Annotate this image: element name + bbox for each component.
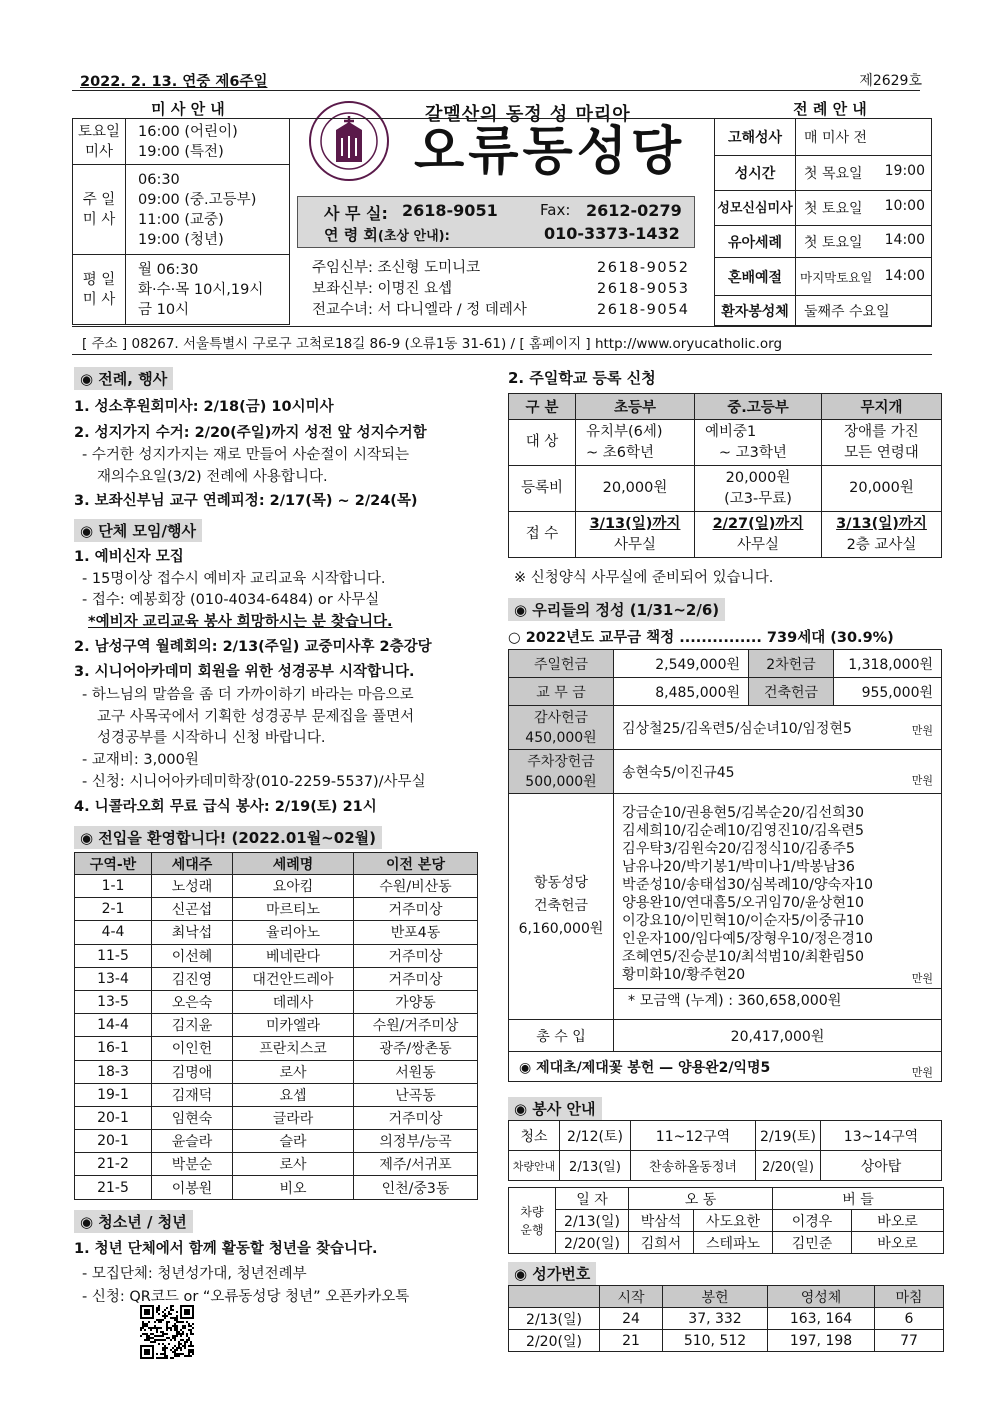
offering-table	[508, 649, 942, 1082]
building-donor-line: 남유나20/박기봉1/박미나1/박봉남36	[622, 858, 855, 875]
section-youth: ◉ 청소년 / 청년	[74, 1210, 193, 1233]
school-row-label: 접 수	[509, 512, 576, 558]
newcomer-baptism-name: 율리아노	[233, 921, 354, 944]
newcomer-district: 18-3	[75, 1060, 152, 1083]
newcomer-district: 16-1	[75, 1037, 152, 1060]
newcomer-head: 이봉원	[152, 1176, 233, 1199]
group-item: 성경공부를 시작하니 신청 바랍니다.	[97, 730, 326, 746]
fax-number: 2612-0279	[586, 201, 682, 220]
newcomer-head: 김명애	[152, 1060, 233, 1083]
car-driver-baptism: 사도요한	[694, 1210, 773, 1232]
newcomer-head: 노성래	[152, 875, 233, 898]
liturgy-title: 전 례 안 내	[793, 100, 867, 118]
mass-label-sat: 토요일 미사	[73, 119, 126, 165]
offering-label: 총 수 입	[509, 1020, 614, 1052]
car-driver: 이경우	[773, 1210, 852, 1232]
school-header: 무지개	[822, 394, 942, 420]
hymns-table	[508, 1285, 944, 1352]
school-header: 구 분	[509, 394, 576, 420]
newcomer-district: 21-5	[75, 1176, 152, 1199]
building-donor-line: 김세희10/김순례10/김영진10/김옥련5	[622, 822, 864, 839]
hymn-number: 510, 512	[663, 1330, 768, 1352]
newcomer-row	[75, 875, 478, 898]
car-table	[508, 1187, 944, 1254]
newcomer-row	[75, 967, 478, 990]
newcomer-baptism-name: 마르티노	[233, 898, 354, 921]
office-phone: 2618-9051	[402, 201, 498, 220]
car-driver-baptism: 바오로	[852, 1232, 944, 1254]
youth-item: 1. 청년 단체에서 함께 활동할 청년을 찾습니다.	[74, 1241, 378, 1257]
newcomer-row	[75, 1106, 478, 1129]
service-date: 2/20(일)	[756, 1151, 821, 1181]
school-cell: 장애를 가진 모든 연령대	[822, 420, 942, 466]
group-item: 3. 시니어아카데미 회원을 위한 성경공부 시작합니다.	[74, 664, 415, 680]
newcomer-district: 11-5	[75, 944, 152, 967]
service-value: 찬송하올동정녀	[631, 1151, 756, 1181]
group-item: 2. 남성구역 월례회의: 2/13(주일) 교중미사후 2층강당	[74, 639, 432, 655]
mass-label-sun: 주 일 미 사	[73, 165, 126, 255]
newcomer-district: 19-1	[75, 1083, 152, 1106]
group-item: 1. 예비신자 모집	[74, 549, 184, 565]
school-cell: 예비중1 ~ 고3학년	[695, 420, 822, 466]
car-label: 차량 운행	[509, 1188, 556, 1254]
newcomer-head: 김재덕	[152, 1083, 233, 1106]
building-donor-line: 조혜연5/진승분10/최석범10/최환림50	[622, 948, 864, 965]
clergy-row: 주임신부: 조신형 도미니코 2618-9052	[312, 260, 690, 276]
mass-times-weekday: 월 06:30 화·수·목 10시,19시 금 10시	[126, 255, 290, 325]
group-item: - 접수: 예봉회장 (010-4034-6484) or 사무실	[82, 592, 380, 608]
offering-label: 주차장헌금 500,000원	[509, 750, 614, 794]
liturgy-item: 2. 성지가지 수거: 2/20(주일)까지 성전 앞 성지수거함	[74, 425, 427, 441]
newcomer-row	[75, 990, 478, 1013]
liturgy-value: 첫 토요일 14:00	[796, 226, 932, 258]
newcomers-table	[74, 852, 478, 1200]
section-liturgy-events: ◉ 전례, 행사	[74, 367, 173, 390]
liturgy-item: - 수거한 성지가지는 재로 만들어 사순절이 시작되는	[82, 447, 410, 463]
mass-table	[72, 118, 290, 325]
liturgy-value: 첫 목요일 19:00	[796, 156, 932, 191]
newcomer-previous-parish: 반포4동	[354, 921, 478, 944]
newcomer-previous-parish: 수원/비산동	[354, 875, 478, 898]
issue-number: 제2629호	[859, 73, 922, 89]
hymn-date: 2/20(일)	[509, 1330, 600, 1352]
newcomer-previous-parish: 가양동	[354, 990, 478, 1013]
liturgy-label: 혼배예절	[715, 258, 796, 296]
service-date: 2/19(토)	[756, 1121, 821, 1151]
newcomer-baptism-name: 슬라	[233, 1130, 354, 1153]
school-table	[508, 393, 942, 558]
section-newcomers: ◉ 전입을 환영합니다! (2022.01월~02월)	[74, 826, 382, 849]
clergy-row: 전교수녀: 서 다니엘라 / 정 데레사 2618-9054	[312, 302, 690, 318]
funeral-phone: 010-3373-1432	[544, 224, 680, 243]
newcomer-baptism-name: 대건안드레아	[233, 967, 354, 990]
offering-value: 2,549,000원	[614, 650, 749, 678]
section-service: ◉ 봉사 안내	[508, 1097, 602, 1120]
offering-total: 20,417,000원	[614, 1020, 942, 1052]
offering-subline: ○ 2022년도 교무금 책정 ............... 739세대 (30.9%)	[508, 630, 894, 646]
liturgy-value: 매 미사 전	[796, 119, 932, 156]
offering-value: 8,485,000원	[614, 678, 749, 706]
newcomer-head: 윤슬라	[152, 1130, 233, 1153]
newcomer-row	[75, 1176, 478, 1199]
newcomer-row	[75, 1153, 478, 1176]
newcomer-previous-parish: 거주미상	[354, 967, 478, 990]
youth-item: - 모집단체: 청년성가대, 청년전례부	[82, 1266, 307, 1282]
group-item: 4. 니콜라오회 무료 급식 봉사: 2/19(토) 21시	[74, 799, 377, 815]
car-header: 버 들	[773, 1188, 944, 1210]
newcomer-district: 13-4	[75, 967, 152, 990]
building-donors: 강금순10/권용현5/김복순20/김선희30 김세희10/김순례10/김영진10/김옥련5 김우탁3/김원숙20/김정식10/김종주5 남유나20/박기봉1/박미나1/박봉남36 박준성10/송태섭30/심복례10/양숙자10 양용완10/연대흠5/오귀임70/윤상현10 이강요10/이민혁10/이순자5/이중규10 인운자100/임다예5/장형우10/정은경10 조혜연5/진승분10/최석범10/최환림50 황미화10/황주현20 만원 * 모금액 (누계) : 360,658,000원	[614, 794, 942, 1020]
building-donor-line: 황미화10/황주현20	[622, 966, 746, 983]
school-title: 2. 주일학교 등록 신청	[508, 369, 656, 387]
liturgy-label: 성모신심미사	[715, 191, 796, 226]
clergy-list	[312, 258, 702, 321]
liturgy-value: 둘째주 수요일	[796, 296, 932, 326]
liturgy-label: 고해성사	[715, 119, 796, 156]
building-total: * 모금액 (누계) : 360,658,000원	[614, 988, 941, 1010]
newcomer-previous-parish: 제주/서귀포	[354, 1153, 478, 1176]
school-row-label: 등록비	[509, 466, 576, 512]
newcomer-row	[75, 1130, 478, 1153]
building-donor-line: 인운자100/임다예5/장형우10/정은경10	[622, 930, 874, 947]
school-cell: 3/13(일)까지 사무실	[576, 512, 695, 558]
service-value: 13~14구역	[821, 1121, 942, 1151]
service-label: 청소	[509, 1121, 560, 1151]
car-driver-baptism: 바오로	[852, 1210, 944, 1232]
hymn-header: 봉헌	[663, 1286, 768, 1308]
newcomer-row	[75, 1014, 478, 1037]
car-header: 오 동	[629, 1188, 773, 1210]
liturgy-label: 성시간	[715, 156, 796, 191]
hymn-header: 시작	[600, 1286, 663, 1308]
school-note: ※ 신청양식 사무실에 준비되어 있습니다.	[514, 570, 774, 586]
car-date: 2/20(일)	[556, 1232, 629, 1254]
date-line: 2022. 2. 13. 연중 제6주일	[80, 74, 268, 90]
hymn-header: 마침	[875, 1286, 944, 1308]
newcomer-district: 20-1	[75, 1106, 152, 1129]
newcomer-baptism-name: 프란치스코	[233, 1037, 354, 1060]
newcomer-district: 13-5	[75, 990, 152, 1013]
newcomer-baptism-name: 데레사	[233, 990, 354, 1013]
school-header: 중.고등부	[695, 394, 822, 420]
hymn-number: 197, 198	[768, 1330, 875, 1352]
liturgy-label: 환자봉성체	[715, 296, 796, 326]
parish-seal	[308, 100, 390, 182]
hymn-header: 영성체	[768, 1286, 875, 1308]
newcomer-head: 임현숙	[152, 1106, 233, 1129]
contact-box	[297, 196, 695, 248]
newcomer-previous-parish: 난곡동	[354, 1083, 478, 1106]
candle-offering: ◉ 제대초/제대꽃 봉헌 — 양용완2/익명5 만원	[509, 1052, 942, 1082]
building-donor-line: 양용완10/연대흠5/오귀임70/윤상현10	[622, 894, 864, 911]
newcomer-district: 1-1	[75, 875, 152, 898]
liturgy-value: 마지막토요일 14:00	[796, 258, 932, 296]
top-rule	[72, 90, 920, 91]
youth-item: - 신청: QR코드 or “오류동성당 청년” 오픈카카오톡	[82, 1289, 410, 1305]
address-line: [ 주소 ] 08267. 서울특별시 구로구 고척로18길 86-9 (오류1동 31-61) / [ 홈페이지 ] http://www.oryucatholic.org	[82, 336, 783, 352]
building-donor-line: 김우탁3/김원숙20/김정식10/김종주5	[622, 840, 855, 857]
newcomer-district: 21-2	[75, 1153, 152, 1176]
funeral-label: 연 령 회(초상 안내):	[324, 226, 450, 244]
newcomer-district: 2-1	[75, 898, 152, 921]
school-cell: 20,000원 (고3-무료)	[695, 466, 822, 512]
liturgy-table	[714, 118, 932, 326]
newcomer-district: 20-1	[75, 1130, 152, 1153]
school-cell: 2/27(일)까지 사무실	[695, 512, 822, 558]
service-label: 차량안내	[509, 1151, 560, 1181]
hymn-date: 2/13(일)	[509, 1308, 600, 1330]
car-header: 일 자	[556, 1188, 629, 1210]
newcomer-baptism-name: 요셉	[233, 1083, 354, 1106]
section-hymns: ◉ 성가번호	[508, 1262, 596, 1285]
service-date: 2/13(일)	[560, 1151, 631, 1181]
car-driver: 김민준	[773, 1232, 852, 1254]
newcomer-head: 이선혜	[152, 944, 233, 967]
address-rule	[72, 354, 932, 355]
newcomer-head: 김진영	[152, 967, 233, 990]
service-value: 11~12구역	[631, 1121, 756, 1151]
building-donor-line: 강금순10/권용현5/김복순20/김선희30	[622, 804, 864, 821]
offering-label: 교 무 금	[509, 678, 614, 706]
hymn-number: 77	[875, 1330, 944, 1352]
hymn-header	[509, 1286, 600, 1308]
newcomer-row	[75, 1037, 478, 1060]
newcomer-head: 김지윤	[152, 1014, 233, 1037]
hymn-number: 24	[600, 1308, 663, 1330]
group-item: 교구 사목국에서 기획한 성경공부 문제집을 풀면서	[97, 709, 415, 725]
church-name: 오류동성당	[414, 122, 686, 182]
newcomer-baptism-name: 로사	[233, 1153, 354, 1176]
car-driver: 박삼석	[629, 1210, 694, 1232]
newcomer-baptism-name: 미카엘라	[233, 1014, 354, 1037]
fax-label: Fax:	[540, 201, 571, 219]
hymn-number: 21	[600, 1330, 663, 1352]
offering-label: 항동성당 건축헌금 6,160,000원	[509, 794, 614, 1020]
school-cell: 3/13(일)까지 2층 교사실	[822, 512, 942, 558]
newcomer-row	[75, 1060, 478, 1083]
service-date: 2/12(토)	[560, 1121, 631, 1151]
group-item: - 교재비: 3,000원	[82, 752, 199, 768]
newcomer-head: 박분순	[152, 1153, 233, 1176]
qr-code[interactable]	[140, 1305, 194, 1359]
car-driver-baptism: 스테파노	[694, 1232, 773, 1254]
office-label: 사 무 실:	[324, 204, 388, 223]
offering-label: 감사헌금 450,000원	[509, 706, 614, 750]
newcomer-previous-parish: 거주미상	[354, 1106, 478, 1129]
newcomers-header: 구역-반 세대주 세례명 이전 본당	[75, 853, 478, 875]
school-header: 초등부	[576, 394, 695, 420]
qr-code-icon	[140, 1305, 194, 1359]
offering-value: 김상철25/김옥련5/심순녀10/임정현5 만원	[614, 706, 942, 750]
mass-label-weekday: 평 일 미 사	[73, 255, 126, 325]
offering-label: 건축헌금	[749, 678, 834, 706]
newcomer-previous-parish: 서원동	[354, 1060, 478, 1083]
service-table	[508, 1120, 942, 1181]
offering-label: 주일헌금	[509, 650, 614, 678]
newcomer-previous-parish: 거주미상	[354, 898, 478, 921]
mass-title: 미 사 안 내	[151, 100, 225, 118]
clergy-row: 보좌신부: 이명진 요셉 2618-9053	[312, 281, 690, 297]
newcomer-baptism-name: 글라라	[233, 1106, 354, 1129]
newcomer-previous-parish: 수원/거주미상	[354, 1014, 478, 1037]
newcomer-previous-parish: 거주미상	[354, 944, 478, 967]
offering-label: 2차헌금	[749, 650, 834, 678]
mass-times-sun: 06:30 09:00 (중.고등부) 11:00 (교중) 19:00 (청년)	[126, 165, 290, 255]
newcomer-baptism-name: 요아킴	[233, 875, 354, 898]
liturgy-value: 첫 토요일 10:00	[796, 191, 932, 226]
hymn-number: 163, 164	[768, 1308, 875, 1330]
newcomer-row	[75, 1083, 478, 1106]
newcomer-head: 최낙섭	[152, 921, 233, 944]
liturgy-label: 유아세례	[715, 226, 796, 258]
newcomer-previous-parish: 인천/중3동	[354, 1176, 478, 1199]
group-item: - 15명이상 접수시 예비자 교리교육 시작합니다.	[82, 571, 386, 587]
offering-value: 송현숙5/이진규45 만원	[614, 750, 942, 794]
school-cell: 유치부(6세) ~ 초6학년	[576, 420, 695, 466]
mass-times-sat: 16:00 (어린이) 19:00 (특전)	[126, 119, 290, 165]
car-driver: 김희서	[629, 1232, 694, 1254]
newcomer-head: 이인헌	[152, 1037, 233, 1060]
school-row-label: 대 상	[509, 420, 576, 466]
section-groups: ◉ 단체 모임/행사	[74, 519, 202, 542]
group-item: - 하느님의 말씀을 좀 더 가까이하기 바라는 마음으로	[82, 687, 414, 703]
newcomer-baptism-name: 비오	[233, 1176, 354, 1199]
newcomer-row	[75, 898, 478, 921]
newcomer-previous-parish: 의정부/능곡	[354, 1130, 478, 1153]
offering-value: 1,318,000원	[834, 650, 942, 678]
car-date: 2/13(일)	[556, 1210, 629, 1232]
newcomer-row	[75, 921, 478, 944]
school-cell: 20,000원	[576, 466, 695, 512]
liturgy-item: 재의수요일(3/2) 전례에 사용합니다.	[97, 469, 328, 485]
building-donor-line: 이강요10/이민혁10/이순자5/이중규10	[622, 912, 864, 929]
service-value: 상아탑	[821, 1151, 942, 1181]
newcomer-district: 14-4	[75, 1014, 152, 1037]
building-donor-line: 박준성10/송태섭30/심복례10/양숙자10	[622, 876, 874, 893]
school-cell: 20,000원	[822, 466, 942, 512]
liturgy-item: 3. 보좌신부님 교구 연례피정: 2/17(목) ~ 2/24(목)	[74, 493, 418, 509]
group-item: - 신청: 시니어아카데미학장(010-2259-5537)/사무실	[82, 774, 426, 790]
offering-value: 955,000원	[834, 678, 942, 706]
group-item: *예비자 교리교육 봉사 희망하시는 분 찾습니다.	[88, 614, 393, 630]
church-subtitle: 갈멜산의 동정 성 마리아	[425, 104, 631, 125]
newcomer-baptism-name: 로사	[233, 1060, 354, 1083]
newcomer-previous-parish: 광주/쌍촌동	[354, 1037, 478, 1060]
newcomer-district: 4-4	[75, 921, 152, 944]
hymn-number: 37, 332	[663, 1308, 768, 1330]
hymn-number: 6	[875, 1308, 944, 1330]
newcomer-row	[75, 944, 478, 967]
newcomer-head: 오은숙	[152, 990, 233, 1013]
seal-icon	[308, 100, 390, 182]
newcomer-head: 신곤섭	[152, 898, 233, 921]
section-offering: ◉ 우리들의 정성 (1/31~2/6)	[508, 598, 725, 621]
liturgy-item: 1. 성소후원회미사: 2/18(금) 10시미사	[74, 399, 334, 415]
newcomer-baptism-name: 베네란다	[233, 944, 354, 967]
